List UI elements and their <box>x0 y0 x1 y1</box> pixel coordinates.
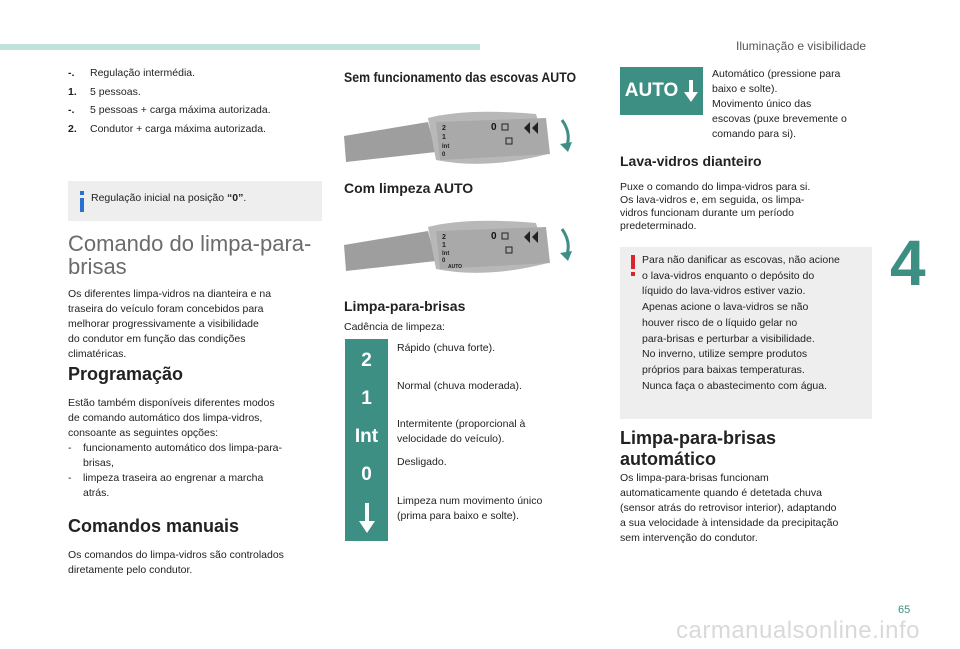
automatic-wipers-body: Os limpa-para-brisas funcionam automaticamente quando é detetada chuva (sensor atrás do retrovisor interior), adaptando a sua velocidade à intensidade da precipitação sem intervenção do condutor. <box>620 472 839 544</box>
speed-tile-normal: 1 <box>345 377 388 420</box>
speed-tile-off: 0 <box>345 453 388 496</box>
cadence-label: Cadência de limpeza: <box>344 321 445 333</box>
header-accent-bar <box>0 44 480 50</box>
speed-label-intermittent: Intermitente (proporcional à velocidade do veículo). <box>397 418 526 445</box>
manual-controls-title: Comandos manuais <box>68 516 240 536</box>
speed-label-normal: Normal (chuva moderada). <box>397 380 522 392</box>
wiper-stalk-auto-illustration <box>336 215 581 287</box>
programming-title: Programação <box>68 364 184 384</box>
svg-text:2: 2 <box>442 125 446 132</box>
auto-clean-title: Com limpeza AUTO <box>344 180 474 196</box>
automatic-wipers-title: Limpa-para-brisas automático <box>620 428 777 469</box>
legend-item <box>68 64 320 83</box>
auto-tile-description: Automático (pressione para baixo e solte). Movimento único das escovas (puxe brevemente o comando para si). <box>712 68 847 140</box>
watermark: carmanualsonline.info <box>676 617 920 644</box>
speed-tile-intermittent: Int <box>345 415 388 458</box>
wiper-stalk-illustration <box>336 108 581 180</box>
svg-text:0: 0 <box>491 231 497 242</box>
legend-key: 1. <box>68 85 77 98</box>
svg-text:Int: Int <box>442 251 450 257</box>
svg-text:AUTO: AUTO <box>448 264 463 270</box>
legend-text: 5 pessoas. <box>90 85 141 98</box>
svg-text:0: 0 <box>442 258 446 264</box>
speed-label-off: Desligado. <box>397 456 447 468</box>
bullet-item: - limpeza traseira ao engrenar a marcha atrás. <box>68 472 264 499</box>
page-number: 65 <box>898 604 911 616</box>
programming-body: Estão também disponíveis diferentes modos de comando automático dos limpa-vidros, consoante as seguintes opções: - funcionamento automático dos limpa-para- brisas, - limpeza traseira ao engrenar a marcha atrás. <box>68 396 320 501</box>
legend-item <box>68 120 320 139</box>
seat-load-legend <box>68 64 320 138</box>
speed-label-fast: Rápido (chuva forte). <box>397 342 496 354</box>
svg-text:1: 1 <box>442 242 446 249</box>
single-wipe-tile <box>345 494 388 541</box>
svg-text:0: 0 <box>442 152 446 158</box>
legend-key: -. <box>68 104 75 116</box>
info-note <box>68 181 322 221</box>
svg-text:0: 0 <box>491 122 497 133</box>
info-note-text: Regulação inicial na posição “0”. <box>91 192 247 204</box>
front-washer-title: Lava-vidros dianteiro <box>620 153 762 169</box>
front-washer-body: Puxe o comando do limpa-vidros para si. Os lava-vidros e, em seguida, os limpa- vidros funcionam durante um período predeterminado. <box>620 181 811 232</box>
svg-text:2: 2 <box>442 234 446 241</box>
svg-text:1: 1 <box>442 134 446 141</box>
legend-key: -. <box>68 67 75 79</box>
arrow-down-icon <box>359 503 375 533</box>
single-wipe-label: Limpeza num movimento único (prima para baixo e solte). <box>397 495 543 522</box>
legend-item <box>68 83 320 102</box>
legend-key: 2. <box>68 122 77 135</box>
speed-tile-fast: 2 <box>345 339 388 382</box>
auto-tile <box>620 67 703 115</box>
section-title: Iluminação e visibilidade <box>736 39 867 53</box>
bullet-item: - funcionamento automático dos limpa-para- brisas, <box>68 442 283 469</box>
wiper-control-body: Os diferentes limpa-vidros na dianteira e na traseira do veículo foram concebidos para melhorar progressivamente a visibilidade do condutor em função das condições climatéricas. <box>68 288 272 360</box>
arrow-down-icon <box>684 80 698 102</box>
warning-note <box>620 247 872 419</box>
svg-text:Int: Int <box>442 144 450 150</box>
warning-icon <box>628 255 638 277</box>
legend-text: 5 pessoas + carga máxima autorizada. <box>90 104 271 116</box>
chapter-number: 4 <box>890 227 926 299</box>
windscreen-title: Limpa-para-brisas <box>344 298 466 314</box>
legend-text: Condutor + carga máxima autorizada. <box>90 122 266 135</box>
no-auto-title: Sem funcionamento das escovas AUTO <box>344 69 577 85</box>
auto-tile-label: AUTO <box>624 80 679 101</box>
legend-text: Regulação intermédia. <box>90 67 196 79</box>
warning-text: Para não danificar as escovas, não acione o lava-vidros enquanto o depósito do líquido do lava-vidros estiver vazio. Apenas acione o lava-vidros se não houver risco de o líquido gelar no para-brisas e perturbar a visibilidade. No inverno, utilize sempre produtos próprios para baixas temperaturas. Nunca faça o abastecimento com água. <box>642 254 840 392</box>
info-icon <box>77 191 87 212</box>
wiper-control-title: Comando do limpa-para- brisas <box>68 231 312 279</box>
legend-item <box>68 101 320 120</box>
manual-controls-body: Os comandos do limpa-vidros são controlados diretamente pelo condutor. <box>68 549 284 576</box>
